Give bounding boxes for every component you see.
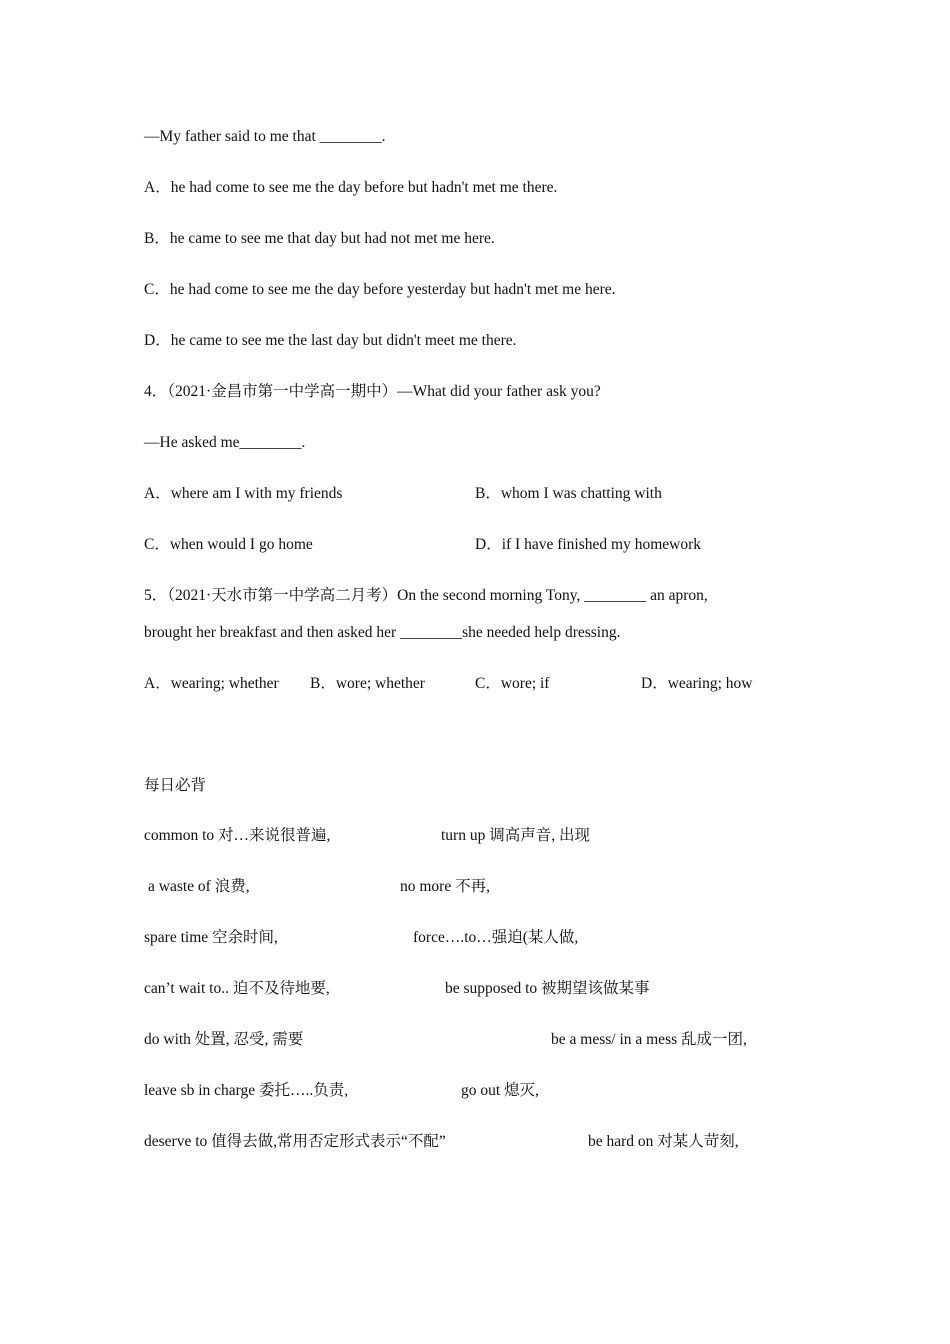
q3-option-b: B．he came to see me that day but had not met me here. [144,230,495,247]
vocab-right-7: be hard on 对某人苛刻, [588,1133,739,1150]
vocab-right-6: go out 熄灭, [461,1082,539,1099]
q4-option-a: A．where am I with my friends [144,485,343,502]
q4-option-b: B．whom I was chatting with [475,485,662,502]
q5-option-a: A．wearing; whether [144,675,279,692]
vocab-title: 每日必背 [144,777,207,794]
q4-answer-line: —He asked me________. [144,434,306,451]
vocab-right-4: be supposed to 被期望该做某事 [445,980,650,997]
vocab-left-1: common to 对…来说很普遍, [144,827,331,844]
vocab-right-1: turn up 调高声音, 出现 [441,827,590,844]
q5-question-line2: brought her breakfast and then asked her ________she needed help dressing. [144,624,621,641]
vocab-left-5: do with 处置, 忍受, 需要 [144,1031,304,1048]
q5-option-d: D．wearing; how [641,675,753,692]
q4-option-d: D．if I have finished my homework [475,536,701,553]
q4-question: 4．（2021·金昌市第一中学高一期中）—What did your father ask you? [144,383,601,400]
vocab-left-3: spare time 空余时间, [144,929,278,946]
q4-option-c: C．when would I go home [144,536,313,553]
vocab-right-3: force….to…强迫(某人做, [413,929,579,946]
q5-question-line1: 5．（2021·天水市第一中学高二月考）On the second morning Tony, ________ an apron, [144,587,708,604]
q3-option-c: C．he had come to see me the day before yesterday but hadn't met me here. [144,281,616,298]
vocab-left-7: deserve to 值得去做,常用否定形式表示“不配” [144,1133,446,1150]
vocab-right-2: no more 不再, [400,878,490,895]
q3-option-d: D．he came to see me the last day but didn't meet me there. [144,332,517,349]
q5-option-b: B．wore; whether [310,675,425,692]
vocab-right-5: be a mess/ in a mess 乱成一团, [551,1031,747,1048]
vocab-left-2: a waste of 浪费, [148,878,250,895]
vocab-left-4: can’t wait to.. 迫不及待地要, [144,980,330,997]
q3-option-a: A．he had come to see me the day before but hadn't met me there. [144,179,558,196]
vocab-left-6: leave sb in charge 委托…..负责, [144,1082,349,1099]
q3-answer-line: —My father said to me that ________. [144,128,386,145]
q5-option-c: C．wore; if [475,675,550,692]
